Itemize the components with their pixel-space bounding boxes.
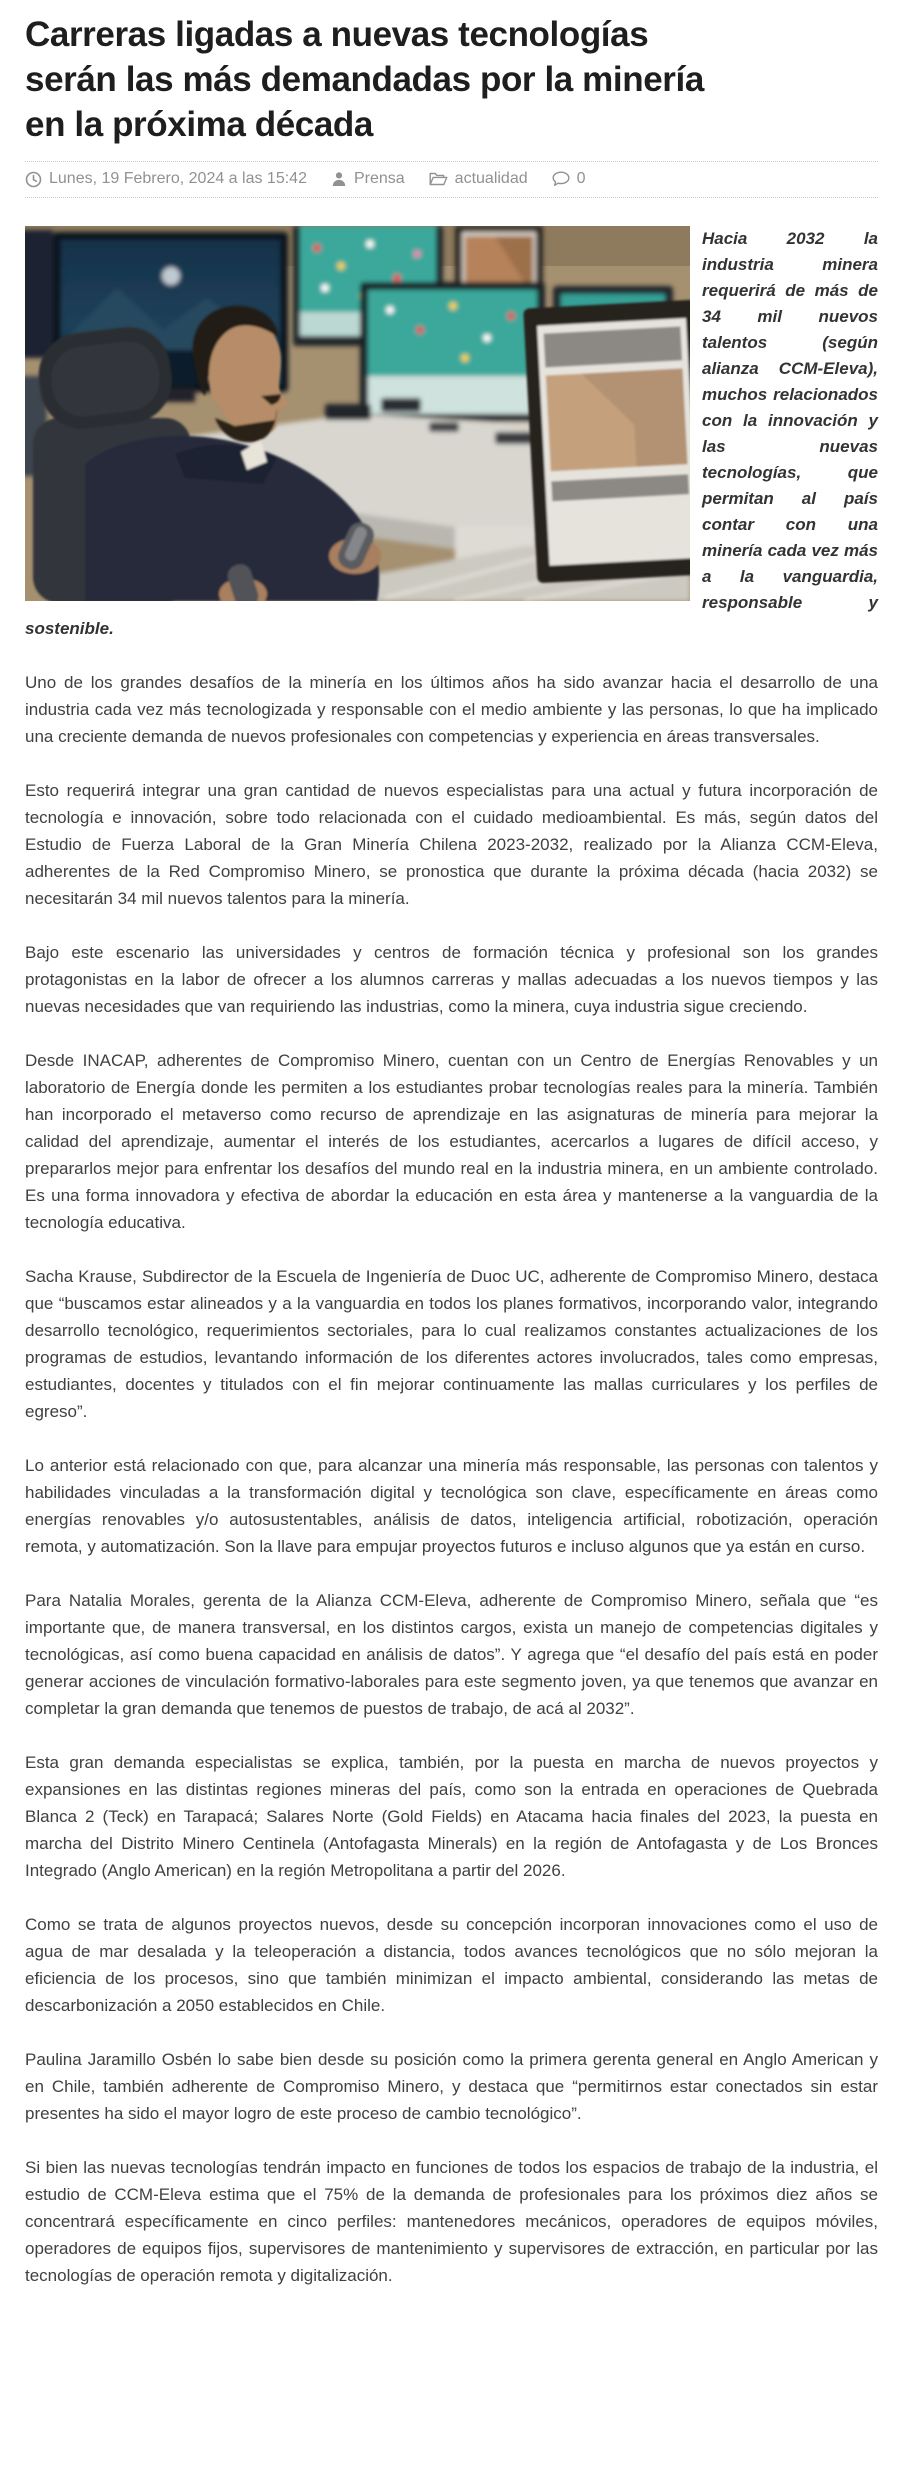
post-comments-count[interactable]: 0 [576,170,586,187]
article-photo [25,226,690,601]
control-room-photo-illustration [25,226,690,601]
folder-icon [429,171,448,187]
post-author-label[interactable]: Prensa [353,170,405,187]
post-meta-bar [25,161,878,198]
page-title-line-2: serán las más demandadas por la minería [25,60,704,99]
article-paragraph: Sacha Krause, Subdirector de la Escuela de Ingeniería de Duoc UC, adherente de Compromiso Minero, destaca que “buscamos estar alineados y a la vanguardia en todos los planes formativos, incorporando valor, integrando desarrollo tecnológico, requerimientos sectoriales, para lo cual realizamos constantes actualizaciones de los programas de estudios, levantando información de los diferentes actores involucrados, tales como empresas, estudiantes, docentes y titulados con el fin mejorar continuamente las mallas curriculares y los perfiles de egreso”. [25,1267,878,1421]
article-body [25,226,878,2289]
article-paragraph: Si bien las nuevas tecnologías tendrán impacto en funciones de todos los espacios de trabajo de la industria, el estudio de CCM-Eleva estima que el 75% de la demanda de profesionales para los próximos diez años se concentrará específicamente en cinco perfiles: mantenedores mecánicos, operadores de equipos móviles, operadores de equipos fijos, supervisores de mantenimiento y supervisores de extracción, en particular por las tecnologías de operación remota y digitalización. [25,2158,878,2285]
article-lede: Hacia 2032 la industria minera requerirá de más de 34 mil nuevos talentos (según alianza CCM-Eleva), muchos relacionados con la innovación y las nuevas tecnologías, que permitan al país contar con una minería cada vez más a la vanguardia, responsable y sostenible. [25,229,878,638]
post-comments[interactable] [552,170,586,188]
page-title [25,12,878,147]
comment-bubble-icon [552,171,570,187]
clock-icon [25,171,42,188]
post-date-label: Lunes, 19 Febrero, 2024 a las 15:42 [49,170,307,187]
article-paragraph: Esto requerirá integrar una gran cantidad de nuevos especialistas para una actual y futura incorporación de tecnología e innovación, sobre todo relacionada con el cuidado medioambiental. Es más, según datos del Estudio de Fuerza Laboral de la Gran Minería Chilena 2023-2032, realizado por la Alianza CCM-Eleva, adherentes de la Red Compromiso Minero, se pronostica que durante la próxima década (hacia 2032) se necesitarán 34 mil nuevos talentos para la minería. [25,781,878,908]
article-paragraph: Bajo este escenario las universidades y centros de formación técnica y profesional son los grandes protagonistas en la labor de ofrecer a los alumnos carreras y mallas adecuadas a los nuevos tiempos y las nuevas necesidades que van requiriendo las industrias, como la minera, cuya industria sigue creciendo. [25,943,878,1016]
article-paragraph: Lo anterior está relacionado con que, para alcanzar una minería más responsable, las personas con talentos y habilidades vinculadas a la transformación digital y tecnológica son clave, específicamente en áreas como energías renovables y/o autosustentables, análisis de datos, inteligencia artificial, robotización, operación remota, y automatización. Son la llave para empujar proyectos futuros e incluso algunos que ya están en curso. [25,1456,878,1556]
post-category[interactable] [429,170,528,188]
article-paragraph: Como se trata de algunos proyectos nuevos, desde su concepción incorporan innovaciones como el uso de agua de mar desalada y la teleoperación a distancia, todos avances tecnológicos que no sólo mejoran la eficiencia de los procesos, sino que también minimizan el impacto ambiental, considerando las metas de descarbonización a 2050 establecidos en Chile. [25,1915,878,2015]
page-title-line-1: Carreras ligadas a nuevas tecnologías [25,15,649,54]
article-paragraph: Paulina Jaramillo Osbén lo sabe bien desde su posición como la primera gerenta general en Anglo American y en Chile, también adherente de Compromiso Minero, y destaca que “permitirnos estar conectados sin estar presentes ha sido el mayor logro de este proceso de cambio tecnológico”. [25,2050,878,2123]
post-date [25,170,307,188]
article-paragraph: Uno de los grandes desafíos de la minería en los últimos años ha sido avanzar hacia el desarrollo de una industria cada vez más tecnologizada y responsable con el medio ambiente y las personas, lo que ha implicado una creciente demanda de nuevos profesionales con competencias y experiencia en áreas transversales. [25,673,878,746]
post-category-label[interactable]: actualidad [454,170,528,187]
article-paragraph: Esta gran demanda especialistas se explica, también, por la puesta en marcha de nuevos proyectos y expansiones en las distintas regiones mineras del país, como son la entrada en operaciones de Quebrada Blanca 2 (Teck) en Tarapacá; Salares Norte (Gold Fields) en Atacama hacia finales del 2023, la puesta en marcha del Distrito Minero Centinela (Antofagasta Minerals) en la región de Antofagasta y de Los Bronces Integrado (Anglo American) en la región Metropolitana a partir del 2026. [25,1753,878,1880]
user-icon [331,171,347,187]
article-paragraph: Desde INACAP, adherentes de Compromiso Minero, cuentan con un Centro de Energías Renovables y un laboratorio de Energía donde les permiten a los estudiantes probar tecnologías reales para la minería. También han incorporado el metaverso como recurso de aprendizaje en las asignaturas de minería para mejorar la calidad del aprendizaje, aumentar el interés de los estudiantes, acercarlos a lugares de difícil acceso, y prepararlos mejor para enfrentar los desafíos del mundo real en la industria minera, en un ambiente controlado. Es una forma innovadora y efectiva de abordar la educación en esta área y mantenerse a la vanguardia de la tecnología educativa. [25,1051,878,1232]
post-author[interactable] [331,170,405,188]
page-title-line-3: en la próxima década [25,105,373,144]
article-paragraph: Para Natalia Morales, gerenta de la Alianza CCM-Eleva, adherente de Compromiso Minero, señala que “es importante que, de manera transversal, en los distintos cargos, exista un manejo de competencias digitales y tecnológicas, así como buena capacidad en análisis de datos”. Y agrega que “el desafío del país está en poder generar acciones de vinculación formativo-laborales para este segmento joven, ya que tenemos que avanzar en completar la gran demanda que tenemos de puestos de trabajo, de acá al 2032”. [25,1591,878,1718]
